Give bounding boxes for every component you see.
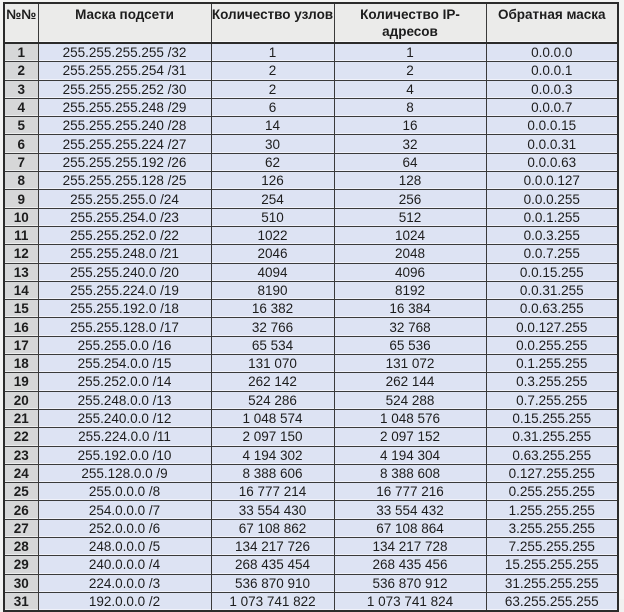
cell-host-count: 8190	[211, 281, 334, 299]
cell-host-count: 14	[211, 117, 334, 135]
cell-row-number: 12	[4, 245, 38, 263]
cell-subnet-mask: 255.255.248.0 /21	[38, 245, 211, 263]
cell-subnet-mask: 255.255.255.252 /30	[38, 80, 211, 98]
cell-wildcard-mask: 0.0.0.7	[486, 98, 618, 116]
cell-wildcard-mask: 0.0.0.127	[486, 172, 618, 190]
cell-host-count: 536 870 910	[211, 574, 334, 592]
cell-row-number: 9	[4, 190, 38, 208]
cell-subnet-mask: 255.255.255.128 /25	[38, 172, 211, 190]
cell-row-number: 4	[4, 98, 38, 116]
cell-wildcard-mask: 0.31.255.255	[486, 428, 618, 446]
cell-host-count: 126	[211, 172, 334, 190]
cell-wildcard-mask: 7.255.255.255	[486, 538, 618, 556]
cell-wildcard-mask: 63.255.255.255	[486, 592, 618, 611]
table-row	[4, 574, 618, 592]
cell-subnet-mask: 255.252.0.0 /14	[38, 373, 211, 391]
cell-host-count: 16 777 214	[211, 483, 334, 501]
table-row	[4, 446, 618, 464]
cell-ip-count: 4 194 304	[334, 446, 486, 464]
cell-wildcard-mask: 15.255.255.255	[486, 556, 618, 574]
cell-subnet-mask: 255.255.252.0 /22	[38, 226, 211, 244]
cell-subnet-mask: 255.255.128.0 /17	[38, 318, 211, 336]
cell-wildcard-mask: 0.0.0.31	[486, 135, 618, 153]
table-row	[4, 336, 618, 354]
table-row	[4, 281, 618, 299]
cell-host-count: 524 286	[211, 391, 334, 409]
cell-row-number: 6	[4, 135, 38, 153]
cell-row-number: 31	[4, 592, 38, 611]
cell-ip-count: 4	[334, 80, 486, 98]
cell-row-number: 11	[4, 226, 38, 244]
cell-subnet-mask: 252.0.0.0 /6	[38, 519, 211, 537]
cell-subnet-mask: 255.255.0.0 /16	[38, 336, 211, 354]
cell-ip-count: 262 144	[334, 373, 486, 391]
cell-host-count: 16 382	[211, 300, 334, 318]
cell-ip-count: 1	[334, 43, 486, 62]
table-body	[4, 43, 618, 611]
cell-host-count: 254	[211, 190, 334, 208]
cell-wildcard-mask: 0.0.63.255	[486, 300, 618, 318]
cell-row-number: 3	[4, 80, 38, 98]
cell-ip-count: 128	[334, 172, 486, 190]
cell-host-count: 67 108 862	[211, 519, 334, 537]
cell-subnet-mask: 255.255.254.0 /23	[38, 208, 211, 226]
table-row	[4, 80, 618, 98]
cell-subnet-mask: 255.255.255.192 /26	[38, 153, 211, 171]
table-row	[4, 355, 618, 373]
cell-ip-count: 536 870 912	[334, 574, 486, 592]
table-row	[4, 208, 618, 226]
cell-host-count: 1022	[211, 226, 334, 244]
cell-subnet-mask: 255.0.0.0 /8	[38, 483, 211, 501]
cell-row-number: 13	[4, 263, 38, 281]
cell-wildcard-mask: 0.15.255.255	[486, 409, 618, 427]
cell-host-count: 131 070	[211, 355, 334, 373]
table-row	[4, 592, 618, 611]
cell-host-count: 2	[211, 62, 334, 80]
cell-host-count: 1 048 574	[211, 409, 334, 427]
cell-wildcard-mask: 0.1.255.255	[486, 355, 618, 373]
cell-ip-count: 1 073 741 824	[334, 592, 486, 611]
cell-subnet-mask: 255.255.255.224 /27	[38, 135, 211, 153]
cell-ip-count: 8192	[334, 281, 486, 299]
table-row	[4, 464, 618, 482]
table-row	[4, 556, 618, 574]
table-row	[4, 172, 618, 190]
table-row	[4, 391, 618, 409]
table-row	[4, 483, 618, 501]
cell-ip-count: 32	[334, 135, 486, 153]
cell-wildcard-mask: 0.0.31.255	[486, 281, 618, 299]
cell-row-number: 24	[4, 464, 38, 482]
subnet-mask-table	[3, 2, 619, 612]
cell-wildcard-mask: 0.0.7.255	[486, 245, 618, 263]
cell-subnet-mask: 255.255.192.0 /18	[38, 300, 211, 318]
cell-host-count: 30	[211, 135, 334, 153]
cell-row-number: 7	[4, 153, 38, 171]
table-row	[4, 153, 618, 171]
cell-ip-count: 1 048 576	[334, 409, 486, 427]
cell-row-number: 23	[4, 446, 38, 464]
cell-wildcard-mask: 0.255.255.255	[486, 483, 618, 501]
table-row	[4, 428, 618, 446]
cell-host-count: 134 217 726	[211, 538, 334, 556]
cell-subnet-mask: 255.254.0.0 /15	[38, 355, 211, 373]
cell-row-number: 21	[4, 409, 38, 427]
cell-row-number: 2	[4, 62, 38, 80]
cell-host-count: 1 073 741 822	[211, 592, 334, 611]
cell-row-number: 1	[4, 43, 38, 62]
cell-host-count: 268 435 454	[211, 556, 334, 574]
cell-ip-count: 16	[334, 117, 486, 135]
cell-subnet-mask: 224.0.0.0 /3	[38, 574, 211, 592]
cell-row-number: 26	[4, 501, 38, 519]
cell-subnet-mask: 254.0.0.0 /7	[38, 501, 211, 519]
col-header-ip-count: Количество IP-адресов	[334, 3, 486, 43]
header-row	[4, 3, 618, 43]
table-row	[4, 226, 618, 244]
cell-ip-count: 16 384	[334, 300, 486, 318]
cell-row-number: 5	[4, 117, 38, 135]
cell-row-number: 8	[4, 172, 38, 190]
cell-subnet-mask: 255.255.255.0 /24	[38, 190, 211, 208]
cell-row-number: 16	[4, 318, 38, 336]
cell-ip-count: 8	[334, 98, 486, 116]
table-row	[4, 190, 618, 208]
cell-wildcard-mask: 0.63.255.255	[486, 446, 618, 464]
table-row	[4, 501, 618, 519]
cell-wildcard-mask: 31.255.255.255	[486, 574, 618, 592]
cell-host-count: 510	[211, 208, 334, 226]
cell-row-number: 19	[4, 373, 38, 391]
cell-ip-count: 32 768	[334, 318, 486, 336]
cell-wildcard-mask: 0.0.0.3	[486, 80, 618, 98]
cell-host-count: 62	[211, 153, 334, 171]
cell-row-number: 28	[4, 538, 38, 556]
cell-subnet-mask: 255.255.224.0 /19	[38, 281, 211, 299]
cell-host-count: 2	[211, 80, 334, 98]
cell-subnet-mask: 255.224.0.0 /11	[38, 428, 211, 446]
cell-ip-count: 134 217 728	[334, 538, 486, 556]
cell-wildcard-mask: 0.0.0.1	[486, 62, 618, 80]
cell-ip-count: 67 108 864	[334, 519, 486, 537]
table-row	[4, 409, 618, 427]
cell-wildcard-mask: 0.0.127.255	[486, 318, 618, 336]
table-row	[4, 245, 618, 263]
cell-subnet-mask: 255.255.255.240 /28	[38, 117, 211, 135]
cell-ip-count: 2048	[334, 245, 486, 263]
cell-row-number: 22	[4, 428, 38, 446]
cell-host-count: 32 766	[211, 318, 334, 336]
table-row	[4, 263, 618, 281]
cell-wildcard-mask: 0.0.3.255	[486, 226, 618, 244]
cell-ip-count: 16 777 216	[334, 483, 486, 501]
col-header-row-number: №№	[4, 3, 38, 43]
cell-subnet-mask: 255.255.255.248 /29	[38, 98, 211, 116]
cell-row-number: 18	[4, 355, 38, 373]
cell-ip-count: 65 536	[334, 336, 486, 354]
table-row	[4, 318, 618, 336]
table-row	[4, 373, 618, 391]
cell-ip-count: 4096	[334, 263, 486, 281]
cell-subnet-mask: 240.0.0.0 /4	[38, 556, 211, 574]
cell-subnet-mask: 255.255.240.0 /20	[38, 263, 211, 281]
cell-host-count: 65 534	[211, 336, 334, 354]
cell-row-number: 27	[4, 519, 38, 537]
table-row	[4, 62, 618, 80]
col-header-wildcard-mask: Обратная маска	[486, 3, 618, 43]
cell-host-count: 33 554 430	[211, 501, 334, 519]
cell-subnet-mask: 255.248.0.0 /13	[38, 391, 211, 409]
cell-host-count: 4 194 302	[211, 446, 334, 464]
cell-subnet-mask: 255.255.255.255 /32	[38, 43, 211, 62]
cell-row-number: 10	[4, 208, 38, 226]
cell-subnet-mask: 255.192.0.0 /10	[38, 446, 211, 464]
cell-wildcard-mask: 0.0.15.255	[486, 263, 618, 281]
cell-host-count: 8 388 606	[211, 464, 334, 482]
cell-wildcard-mask: 0.0.0.0	[486, 43, 618, 62]
cell-wildcard-mask: 0.0.1.255	[486, 208, 618, 226]
cell-subnet-mask: 192.0.0.0 /2	[38, 592, 211, 611]
cell-ip-count: 268 435 456	[334, 556, 486, 574]
cell-wildcard-mask: 1.255.255.255	[486, 501, 618, 519]
cell-wildcard-mask: 0.0.0.15	[486, 117, 618, 135]
cell-ip-count: 524 288	[334, 391, 486, 409]
cell-subnet-mask: 255.128.0.0 /9	[38, 464, 211, 482]
cell-row-number: 29	[4, 556, 38, 574]
table-row	[4, 117, 618, 135]
cell-ip-count: 2	[334, 62, 486, 80]
cell-row-number: 14	[4, 281, 38, 299]
cell-host-count: 2046	[211, 245, 334, 263]
cell-host-count: 2 097 150	[211, 428, 334, 446]
cell-subnet-mask: 255.240.0.0 /12	[38, 409, 211, 427]
cell-row-number: 25	[4, 483, 38, 501]
cell-wildcard-mask: 0.0.0.255	[486, 190, 618, 208]
cell-host-count: 6	[211, 98, 334, 116]
cell-ip-count: 2 097 152	[334, 428, 486, 446]
table-row	[4, 43, 618, 62]
cell-row-number: 30	[4, 574, 38, 592]
cell-subnet-mask: 255.255.255.254 /31	[38, 62, 211, 80]
cell-ip-count: 512	[334, 208, 486, 226]
col-header-subnet-mask: Маска подсети	[38, 3, 211, 43]
table-row	[4, 519, 618, 537]
cell-ip-count: 1024	[334, 226, 486, 244]
table-row	[4, 538, 618, 556]
cell-row-number: 15	[4, 300, 38, 318]
table-row	[4, 98, 618, 116]
cell-ip-count: 64	[334, 153, 486, 171]
cell-wildcard-mask: 0.127.255.255	[486, 464, 618, 482]
cell-ip-count: 131 072	[334, 355, 486, 373]
cell-ip-count: 8 388 608	[334, 464, 486, 482]
cell-host-count: 1	[211, 43, 334, 62]
cell-host-count: 4094	[211, 263, 334, 281]
cell-ip-count: 33 554 432	[334, 501, 486, 519]
cell-row-number: 17	[4, 336, 38, 354]
cell-row-number: 20	[4, 391, 38, 409]
table-row	[4, 300, 618, 318]
table-row	[4, 135, 618, 153]
cell-subnet-mask: 248.0.0.0 /5	[38, 538, 211, 556]
cell-ip-count: 256	[334, 190, 486, 208]
cell-wildcard-mask: 0.0.0.63	[486, 153, 618, 171]
cell-wildcard-mask: 0.3.255.255	[486, 373, 618, 391]
col-header-host-count: Количество узлов	[211, 3, 334, 43]
cell-wildcard-mask: 3.255.255.255	[486, 519, 618, 537]
cell-host-count: 262 142	[211, 373, 334, 391]
cell-wildcard-mask: 0.0.255.255	[486, 336, 618, 354]
cell-wildcard-mask: 0.7.255.255	[486, 391, 618, 409]
